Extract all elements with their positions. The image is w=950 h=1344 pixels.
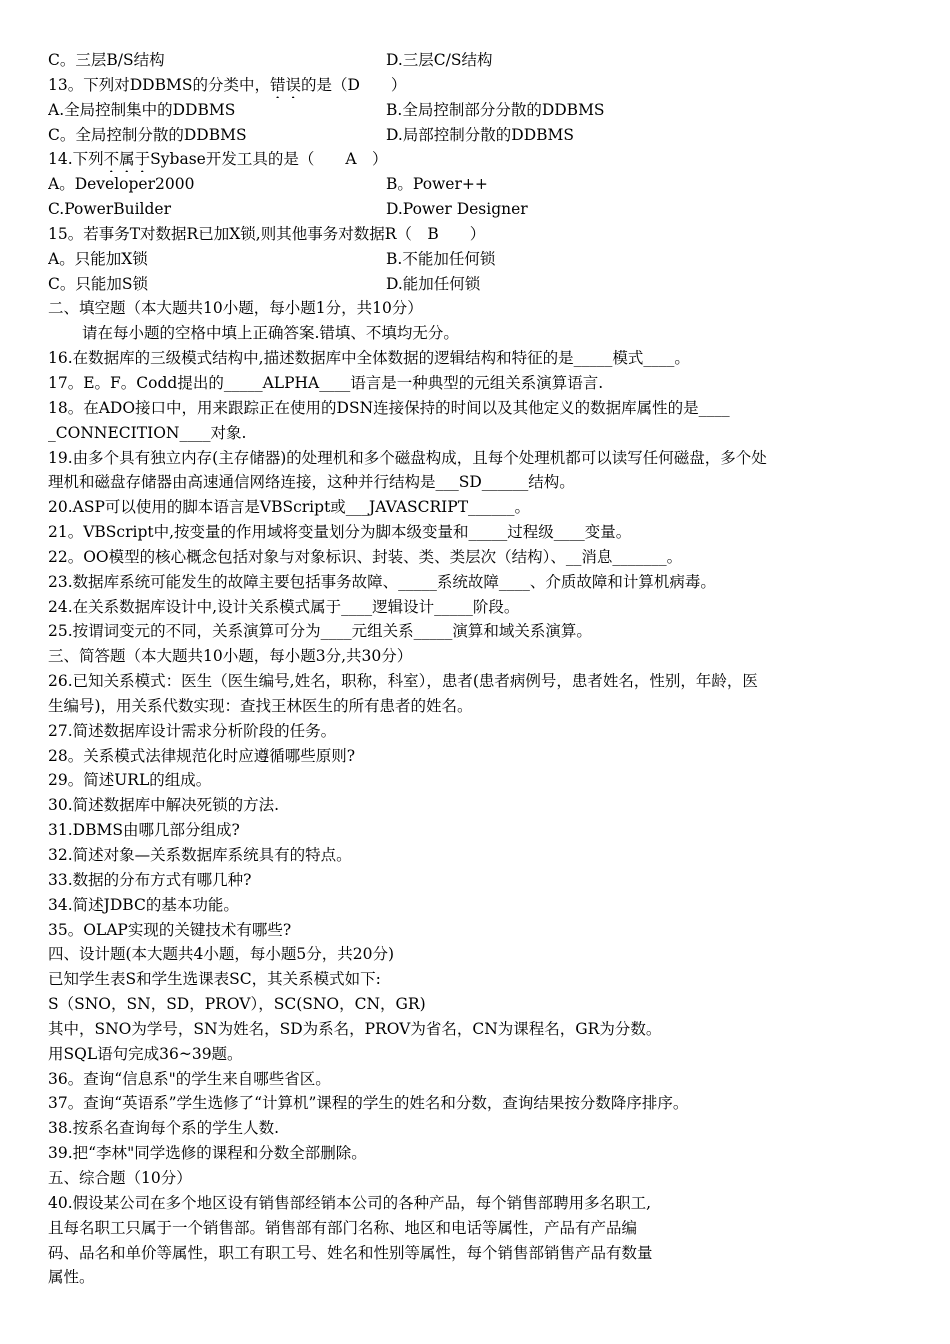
option-left: A。Developer2000 xyxy=(48,175,195,194)
text-line: 理机和磁盘存储器由高速通信网络连接，这种并行结构是___SD______结构。 xyxy=(48,473,575,492)
option-right: B.不能加任何锁 xyxy=(386,249,496,268)
text-line: 且每名职工只属于一个销售部。销售部有部门名称、地区和电话等属性，产品有产品编 xyxy=(48,1218,638,1237)
text-line: 30.简述数据库中解决死锁的方法. xyxy=(48,796,280,815)
option-left: A.全局控制集中的DDBMS xyxy=(48,100,236,119)
option-left: C.PowerBuilder xyxy=(48,200,172,219)
text-line: 已知学生表S和学生选课表SC，其关系模式如下: xyxy=(48,970,381,989)
text-line: 属性。 xyxy=(48,1268,95,1287)
text-line: 34.简述JDBC的基本功能。 xyxy=(48,895,239,914)
option-left: C。全局控制分散的DDBMS xyxy=(48,125,247,144)
text-line: 25.按谓词变元的不同，关系演算可分为____元组关系_____演算和域关系演算。 xyxy=(48,622,592,641)
text-line: 22。OO模型的核心概念包括对象与对象标识、封装、类、类层次（结构）、__消息_______。 xyxy=(48,547,683,566)
text-line: 20.ASP可以使用的脚本语言是VBScript或___JAVASCRIPT______。 xyxy=(48,498,531,517)
emphasized-text: 错误 xyxy=(269,75,301,94)
option-left: C。只能加S锁 xyxy=(48,274,148,293)
text-line: 31.DBMS由哪几部分组成? xyxy=(48,821,240,840)
emphasized-text: 不属于 xyxy=(103,150,151,169)
option-right: D.能加任何锁 xyxy=(386,274,481,293)
text-line: 28。关系模式法律规范化时应遵循哪些原则? xyxy=(48,746,356,765)
text-line: 四、设计题(本大题共4小题，每小题5分，共20分) xyxy=(48,945,395,964)
text-line: 请在每小题的空格中填上正确答案.错填、不填均无分。 xyxy=(82,324,459,343)
text-line: 用SQL语句完成36~39题。 xyxy=(48,1044,243,1063)
text-line: _CONNECITION____对象. xyxy=(48,423,247,442)
text-line: 27.简述数据库设计需求分析阶段的任务。 xyxy=(48,721,337,740)
question-line xyxy=(48,73,910,98)
text-line: 16.在数据库的三级模式结构中,描述数据库中全体数据的逻辑结构和特征的是_____模式____。 xyxy=(48,349,690,368)
text-line: 生编号)，用关系代数实现：查找王林医生的所有患者的姓名。 xyxy=(48,696,473,715)
text-line: 码、品名和单价等属性，职工有职工号、姓名和性别等属性，每个销售部销售产品有数量 xyxy=(48,1243,653,1262)
text-line: 15。若事务T对数据R已加X锁,则其他事务对数据R（ B ） xyxy=(48,224,486,243)
question-text: Sybase开发工具的是（ A ） xyxy=(150,150,388,169)
text-line: 32.简述对象—关系数据库系统具有的特点。 xyxy=(48,846,352,864)
option-row xyxy=(48,197,910,222)
text-line: S（SNO，SN，SD，PROV），SC(SNO，CN，GR) xyxy=(48,995,426,1014)
option-right: D.Power Designer xyxy=(386,200,528,219)
text-line: 三、简答题（本大题共10小题，每小题3分,共30分） xyxy=(48,647,413,666)
text-line: 26.已知关系模式：医生（医生编号,姓名，职称，科室），患者(患者病例号，患者姓名，性别，年龄，医 xyxy=(48,672,758,691)
question-text: 的是（D ） xyxy=(300,75,407,94)
option-right: B。Power++ xyxy=(386,175,488,194)
option-row xyxy=(48,123,910,148)
option-right: B.全局控制部分分散的DDBMS xyxy=(386,100,605,119)
text-line: 21。VBScript中,按变量的作用域将变量划分为脚本级变量和_____过程级____变量。 xyxy=(48,523,632,542)
option-left: A。只能加X锁 xyxy=(48,249,148,268)
text-line: 29。简述URL的组成。 xyxy=(48,771,212,790)
text-line: 36。查询“信息系"的学生来自哪些省区。 xyxy=(48,1069,331,1088)
text-line: 二、填空题（本大题共10小题，每小题1分，共10分） xyxy=(48,299,423,318)
text-line: 19.由多个具有独立内存(主存储器)的处理机和多个磁盘构成，且每个处理机都可以读写任何磁盘，多个处 xyxy=(48,448,767,467)
option-right: D.三层C/S结构 xyxy=(386,51,493,69)
option-row xyxy=(48,98,910,123)
option-row xyxy=(48,48,910,73)
text-line: 18。在ADO接口中，用来跟踪正在使用的DSN连接保持的时间以及其他定义的数据库属性的是____ xyxy=(48,398,730,417)
option-row xyxy=(48,272,910,297)
question-text: 13。下列对DDBMS的分类中， xyxy=(48,75,270,94)
option-left: C。三层B/S结构 xyxy=(48,51,165,69)
question-line xyxy=(48,147,910,172)
option-right: D.局部控制分散的DDBMS xyxy=(386,125,575,144)
question-text: 14.下列 xyxy=(48,150,104,169)
option-row xyxy=(48,172,910,197)
text-line: 35。OLAP实现的关键技术有哪些? xyxy=(48,920,292,939)
option-row xyxy=(48,247,910,272)
text-line: 其中，SNO为学号，SN为姓名，SD为系名，PROV为省名，CN为课程名，GR为分数。 xyxy=(48,1019,662,1038)
text-line: 五、综合题（10分） xyxy=(48,1168,192,1187)
text-line: 37。查询“英语系”学生选修了“计算机”课程的学生的姓名和分数，查询结果按分数降序排序。 xyxy=(48,1094,689,1113)
text-line: 33.数据的分布方式有哪几种? xyxy=(48,870,252,889)
text-line: 40.假设某公司在多个地区设有销售部经销本公司的各种产品，每个销售部聘用多名职工, xyxy=(48,1193,652,1212)
text-line: 23.数据库系统可能发生的故障主要包括事务故障、_____系统故障____、介质故障和计算机病毒。 xyxy=(48,572,716,591)
text-line: 17。E。F。Codd提出的_____ALPHA____语言是一种典型的元组关系演算语言. xyxy=(48,373,604,392)
text-line: 39.把“李林"同学选修的课程和分数全部删除。 xyxy=(48,1144,367,1163)
text-line: 38.按系名查询每个系的学生人数. xyxy=(48,1119,280,1138)
exam-document xyxy=(48,48,910,1290)
text-line: 24.在关系数据库设计中,设计关系模式属于____逻辑设计_____阶段。 xyxy=(48,597,520,616)
